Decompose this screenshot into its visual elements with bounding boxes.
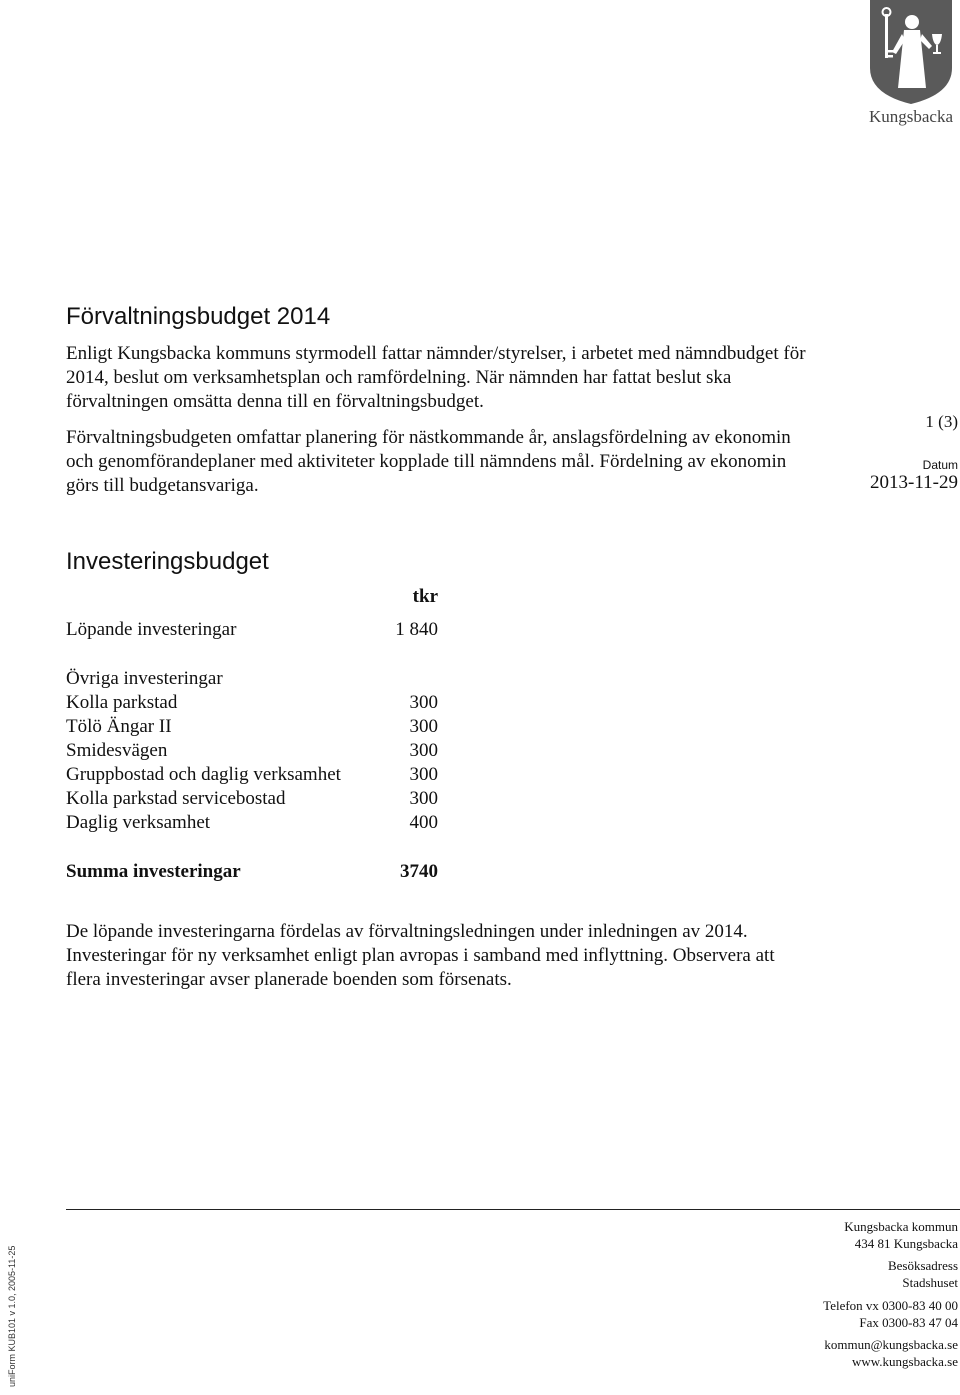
visit-address: Stadshuset [902, 1275, 958, 1290]
postal-address: 434 81 Kungsbacka [854, 1236, 958, 1251]
logo-text: Kungsbacka [868, 107, 954, 126]
budget-row [66, 691, 438, 715]
row-label: Kolla parkstad servicebostad [66, 788, 286, 809]
coat-of-arms-icon [862, 0, 960, 105]
visit-label: Besöksadress [887, 1258, 958, 1273]
row-value: 400 [409, 812, 438, 833]
row-label: Löpande investeringar [66, 619, 237, 640]
budget-row [66, 811, 438, 835]
footer-phone [823, 1297, 958, 1331]
row-value: 300 [409, 740, 438, 761]
total-label: Summa investeringar [66, 861, 241, 882]
row-label: Tölö Ängar II [66, 716, 172, 737]
unit-header: tkr [412, 586, 438, 607]
footer-address [844, 1218, 958, 1252]
page-title: Förvaltningsbudget 2014 [66, 303, 331, 330]
footer-visit [888, 1257, 958, 1291]
budget-row [66, 787, 438, 811]
date-value: 2013-11-29 [870, 472, 958, 493]
row-label: Gruppbostad och daglig verksamhet [66, 764, 341, 785]
budget-row [66, 739, 438, 763]
footer-contact [824, 1336, 958, 1370]
budget-row [66, 715, 438, 739]
row-label: Smidesvägen [66, 740, 168, 761]
budget-row-running [66, 618, 438, 642]
row-value: 300 [409, 692, 438, 713]
footer-divider [66, 1209, 960, 1210]
budget-row [66, 763, 438, 787]
fax-number: Fax 0300-83 47 04 [859, 1315, 958, 1330]
email-link[interactable]: kommun@kungsbacka.se [824, 1337, 958, 1352]
other-investments-label: Övriga investeringar [66, 668, 223, 689]
date-label: Datum [922, 458, 958, 472]
form-id: uniForm KUB101 v 1.0, 2005-11-25 [7, 1245, 17, 1387]
scope-paragraph: Förvaltningsbudgeten omfattar planering för nästkommande år, anslagsfördelning av ekonomin och genomförandeplaner med aktiviteter kopplade till nämndens mål. Fördelning av ekonomin görs till budgetansvariga. [66, 427, 791, 496]
row-value: 1 840 [395, 619, 438, 640]
budget-total-row [66, 860, 438, 884]
row-label: Daglig verksamhet [66, 812, 211, 833]
section-title: Investeringsbudget [66, 548, 269, 575]
kungsbacka-logo [862, 0, 960, 132]
total-value: 3740 [400, 861, 438, 882]
org-name: Kungsbacka kommun [844, 1219, 958, 1234]
website-link[interactable]: www.kungsbacka.se [851, 1354, 958, 1369]
phone-number: Telefon vx 0300-83 40 00 [823, 1298, 958, 1313]
investment-note: De löpande investeringarna fördelas av förvaltningsledningen under inledningen av 2014. Investeringar för ny verksamhet enligt plan avropas i samband med inflyttning. Observera att flera investeringar avser planerade boenden som försenats. [66, 921, 775, 990]
row-value: 300 [409, 716, 438, 737]
page-number: 1 (3) [925, 412, 958, 431]
row-value: 300 [409, 764, 438, 785]
intro-paragraph: Enligt Kungsbacka kommuns styrmodell fattar nämnder/styrelser, i arbetet med nämndbudget för 2014, beslut om verksamhetsplan och ramfördelning. När nämnden har fattat beslut ska förvaltningen omsätta denna till en förvaltningsbudget. [66, 343, 806, 412]
row-value: 300 [409, 788, 438, 809]
row-label: Kolla parkstad [66, 692, 178, 713]
